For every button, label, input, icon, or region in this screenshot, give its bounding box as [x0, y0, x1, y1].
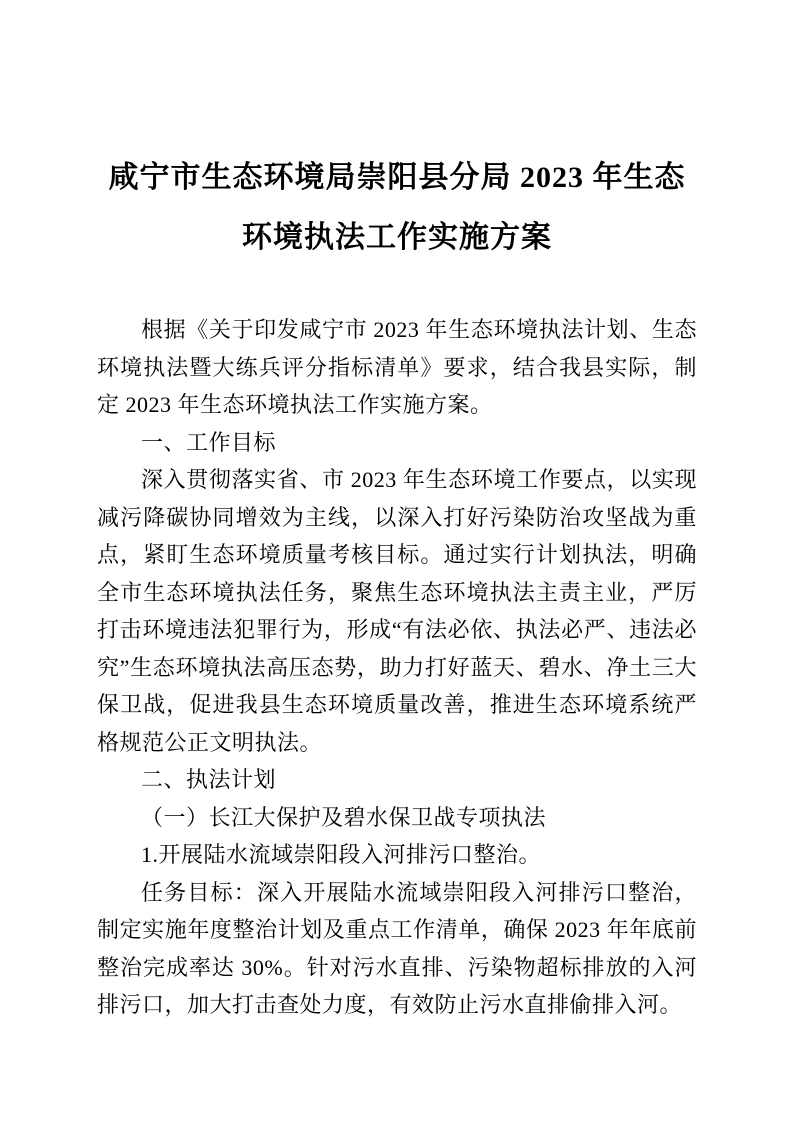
section-heading-1: 一、工作目标: [141, 429, 277, 455]
document-title-line-1: 咸宁市生态环境局崇阳县分局 2023 年生态: [108, 161, 686, 194]
paragraph-work-goals: 深入贯彻落实省、市 2023 年生态环境工作要点，以实现减污降碳协同增效为主线，以深入打好污染防治攻坚战为重点，紧盯生态环境质量考核目标。通过实行计划执法，明确全市生态环境执法任务，聚焦生态环境执法主责主业，严厉打击环境违法犯罪行为，形成“有法必依、执法必严、违法必究”生态环境执法高压态势，助力打好蓝天、碧水、净土三大保卫战，促进我县生态环境质量改善，推进生态环境系统严格规范公正文明执法。: [97, 467, 697, 755]
document-body: [97, 311, 697, 1024]
document-title: [97, 148, 697, 268]
document-title-line-2: 环境执法工作实施方案: [242, 221, 552, 254]
section-heading-2: 二、执法计划: [141, 767, 277, 792]
paragraph-intro: 根据《关于印发咸宁市 2023 年生态环境执法计划、生态环境执法暨大练兵评分指标清单》要求，结合我县实际，制定 2023 年生态环境执法工作实施方案。: [97, 317, 697, 417]
subsection-heading-1: （一）长江大保护及碧水保卫战专项执法: [141, 804, 547, 830]
paragraph-task-target: 任务目标：深入开展陆水流域崇阳段入河排污口整治，制定实施年度整治计划及重点工作清单，确保 2023 年年底前整治完成率达 30%。针对污水直排、污染物超标排放的入河排污口，加大打击查处力度，有效防止污水直排偷排入河。: [97, 879, 697, 1017]
numbered-item-1: 1.开展陆水流域崇阳段入河排污口整治。: [141, 842, 542, 867]
